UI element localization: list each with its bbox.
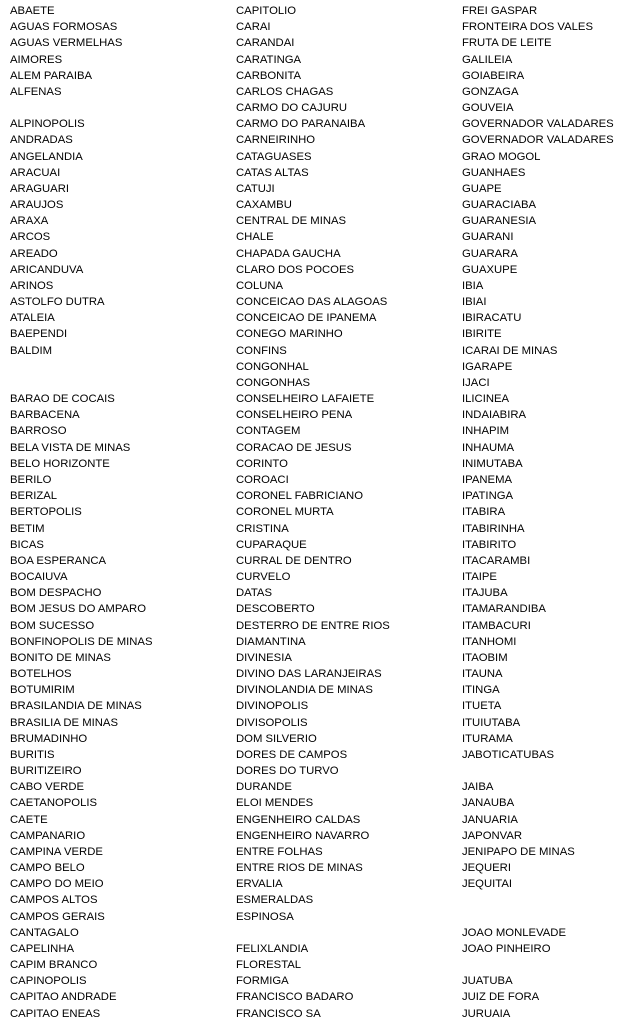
list-item: GOUVEIA bbox=[462, 102, 514, 115]
list-item: FRANCISCO BADARO bbox=[236, 991, 354, 1004]
list-item: IBIAI bbox=[462, 296, 487, 309]
list-item: IBIRITE bbox=[462, 328, 502, 341]
list-item: JOAO MONLEVADE bbox=[462, 926, 566, 939]
list-item: CABO VERDE bbox=[10, 781, 85, 794]
list-item: ENTRE RIOS DE MINAS bbox=[236, 862, 363, 875]
list-item: ANGELANDIA bbox=[10, 150, 83, 163]
list-item: ARINOS bbox=[10, 279, 54, 292]
list-item: IPATINGA bbox=[462, 490, 514, 503]
list-item: JAIBA bbox=[462, 781, 494, 794]
list-item: DIAMANTINA bbox=[236, 635, 306, 648]
list-item: CENTRAL DE MINAS bbox=[236, 215, 347, 228]
list-item: BOM JESUS DO AMPARO bbox=[10, 603, 147, 616]
list-item: FELIXLANDIA bbox=[236, 942, 309, 955]
list-item: ITAMBACURI bbox=[462, 619, 531, 632]
list-spacer bbox=[462, 957, 624, 973]
list-item: JUATUBA bbox=[462, 975, 513, 988]
list-item: CATAS ALTAS bbox=[236, 166, 309, 179]
list-item: CLARO DOS POCOES bbox=[236, 263, 355, 276]
list-item: BICAS bbox=[10, 538, 44, 551]
list-item: BALDIM bbox=[10, 344, 53, 357]
list-item: FRANCISCO SA bbox=[236, 1007, 321, 1020]
list-item: GUARANI bbox=[462, 231, 514, 244]
list-item: CARNEIRINHO bbox=[236, 134, 316, 147]
list-item: CAPITOLIO bbox=[236, 5, 297, 17]
list-item: FRONTEIRA DOS VALES bbox=[462, 21, 593, 34]
list-item: ITURAMA bbox=[462, 732, 513, 745]
list-item: CARBONITA bbox=[236, 69, 302, 82]
list-item: CAPELINHA bbox=[10, 942, 75, 955]
list-item: CONTAGEM bbox=[236, 425, 301, 438]
list-item: FREI GASPAR bbox=[462, 5, 538, 17]
list-item: DIVINOLANDIA DE MINAS bbox=[236, 684, 373, 697]
list-item: ELOI MENDES bbox=[236, 797, 314, 810]
list-item: BRUMADINHO bbox=[10, 732, 88, 745]
list-item: ITINGA bbox=[462, 684, 500, 697]
list-item: IPANEMA bbox=[462, 473, 513, 486]
list-item: ARACUAI bbox=[10, 166, 61, 179]
list-item: BOTUMIRIM bbox=[10, 684, 75, 697]
list-item: JABOTICATUBAS bbox=[462, 748, 555, 761]
list-item: ITABIRINHA bbox=[462, 522, 525, 535]
list-item: DOM SILVERIO bbox=[236, 732, 317, 745]
list-item: ITACARAMBI bbox=[462, 554, 531, 567]
list-item: ITABIRA bbox=[462, 506, 506, 519]
list-item: JAPONVAR bbox=[462, 829, 523, 842]
list-item: ALFENAS bbox=[10, 85, 62, 98]
list-item: ITAMARANDIBA bbox=[462, 603, 546, 616]
list-item: CONSELHEIRO LAFAIETE bbox=[236, 393, 375, 406]
list-item: DESCOBERTO bbox=[236, 603, 315, 616]
list-item: CAMPANARIO bbox=[10, 829, 86, 842]
list-item: ESPINOSA bbox=[236, 910, 294, 923]
list-item: CATUJI bbox=[236, 182, 275, 195]
column-3 bbox=[462, 3, 624, 1022]
list-item: CORINTO bbox=[236, 457, 288, 470]
list-item: IBIRACATU bbox=[462, 312, 522, 325]
list-item: BRASILANDIA DE MINAS bbox=[10, 700, 142, 713]
list-item: BOM SUCESSO bbox=[10, 619, 95, 632]
list-item: CRISTINA bbox=[236, 522, 289, 535]
list-item: CAETE bbox=[10, 813, 48, 826]
list-item: BETIM bbox=[10, 522, 45, 535]
list-item: BERILO bbox=[10, 473, 52, 486]
list-item: DESTERRO DE ENTRE RIOS bbox=[236, 619, 390, 632]
list-item: CATAGUASES bbox=[236, 150, 312, 163]
list-item: JANUARIA bbox=[462, 813, 518, 826]
list-item: CURVELO bbox=[236, 571, 291, 584]
column-1 bbox=[10, 3, 222, 1022]
list-item: DIVISOPOLIS bbox=[236, 716, 308, 729]
list-item: GUARARA bbox=[462, 247, 518, 260]
list-item: CUPARAQUE bbox=[236, 538, 307, 551]
list-item: ARCOS bbox=[10, 231, 51, 244]
list-item: CAMPINA VERDE bbox=[10, 845, 103, 858]
list-item: BERIZAL bbox=[10, 490, 58, 503]
list-item: ARAXA bbox=[10, 215, 49, 228]
list-spacer bbox=[462, 909, 624, 925]
list-item: ILICINEA bbox=[462, 393, 510, 406]
list-spacer bbox=[462, 763, 624, 779]
list-item: AREADO bbox=[10, 247, 58, 260]
list-item: DORES DE CAMPOS bbox=[236, 748, 348, 761]
list-spacer bbox=[10, 359, 222, 375]
list-item: ITABIRITO bbox=[462, 538, 517, 551]
list-item: ATALEIA bbox=[10, 312, 55, 325]
list-item: BONITO DE MINAS bbox=[10, 651, 111, 664]
list-item: CARMO DO CAJURU bbox=[236, 102, 348, 115]
list-item: BELO HORIZONTE bbox=[10, 457, 110, 470]
list-item: CONCEICAO DE IPANEMA bbox=[236, 312, 377, 325]
list-item: ITAIPE bbox=[462, 571, 497, 584]
list-item: CARLOS CHAGAS bbox=[236, 85, 334, 98]
list-item: CONGONHAL bbox=[236, 360, 309, 373]
list-item: BELA VISTA DE MINAS bbox=[10, 441, 131, 454]
list-item: INIMUTABA bbox=[462, 457, 523, 470]
list-item: JEQUITAI bbox=[462, 878, 513, 891]
list-item: CARANDAI bbox=[236, 37, 295, 50]
list-item: CAMPOS GERAIS bbox=[10, 910, 105, 923]
list-item: ITAOBIM bbox=[462, 651, 508, 664]
list-item: ASTOLFO DUTRA bbox=[10, 296, 105, 309]
list-item: CAXAMBU bbox=[236, 199, 292, 212]
list-item: BURITIS bbox=[10, 748, 55, 761]
list-item: ITUIUTABA bbox=[462, 716, 521, 729]
list-item: INHAPIM bbox=[462, 425, 510, 438]
list-item: FLORESTAL bbox=[236, 959, 302, 972]
list-item: CONSELHEIRO PENA bbox=[236, 409, 353, 422]
list-item: ITANHOMI bbox=[462, 635, 517, 648]
list-item: GUARANESIA bbox=[462, 215, 537, 228]
list-item: DIVINO DAS LARANJEIRAS bbox=[236, 668, 382, 681]
list-item: ABAETE bbox=[10, 5, 55, 17]
list-item: BARAO DE COCAIS bbox=[10, 393, 115, 406]
list-item: CAPITAO ENEAS bbox=[10, 1007, 101, 1020]
list-item: CAPIM BRANCO bbox=[10, 959, 98, 972]
list-item: CARAI bbox=[236, 21, 271, 34]
list-item: CORONEL FABRICIANO bbox=[236, 490, 364, 503]
list-item: CURRAL DE DENTRO bbox=[236, 554, 352, 567]
list-item: GRAO MOGOL bbox=[462, 150, 541, 163]
list-item: AIMORES bbox=[10, 53, 63, 66]
list-item: CARATINGA bbox=[236, 53, 302, 66]
list-item: BURITIZEIRO bbox=[10, 765, 82, 778]
list-item: JANAUBA bbox=[462, 797, 515, 810]
list-item: CARMO DO PARANAIBA bbox=[236, 118, 366, 131]
list-item: DATAS bbox=[236, 587, 272, 600]
list-item: GALILEIA bbox=[462, 53, 513, 66]
list-item: BOA ESPERANCA bbox=[10, 554, 107, 567]
list-item: DORES DO TURVO bbox=[236, 765, 339, 778]
list-item: CAMPOS ALTOS bbox=[10, 894, 98, 907]
list-item: CONGONHAS bbox=[236, 376, 311, 389]
list-item: DURANDE bbox=[236, 781, 292, 794]
list-item: JENIPAPO DE MINAS bbox=[462, 845, 575, 858]
list-spacer bbox=[236, 925, 454, 941]
list-item: BOM DESPACHO bbox=[10, 587, 102, 600]
list-item: ESMERALDAS bbox=[236, 894, 314, 907]
list-item: IGARAPE bbox=[462, 360, 513, 373]
list-item: ITAUNA bbox=[462, 668, 503, 681]
list-item: CHALE bbox=[236, 231, 274, 244]
list-item: GOVERNADOR VALADARES bbox=[462, 134, 614, 147]
list-item: CAMPO BELO bbox=[10, 862, 85, 875]
list-item: CAETANOPOLIS bbox=[10, 797, 98, 810]
list-item: ALPINOPOLIS bbox=[10, 118, 85, 131]
list-item: ICARAI DE MINAS bbox=[462, 344, 558, 357]
list-item: AGUAS FORMOSAS bbox=[10, 21, 118, 34]
list-item: ARICANDUVA bbox=[10, 263, 84, 276]
list-spacer bbox=[462, 892, 624, 908]
list-item: GUANHAES bbox=[462, 166, 526, 179]
list-item: BRASILIA DE MINAS bbox=[10, 716, 118, 729]
list-item: JOAO PINHEIRO bbox=[462, 942, 551, 955]
list-item: GOIABEIRA bbox=[462, 69, 525, 82]
list-item: IJACI bbox=[462, 376, 490, 389]
list-item: ANDRADAS bbox=[10, 134, 73, 147]
list-item: BOCAIUVA bbox=[10, 571, 68, 584]
list-spacer bbox=[10, 100, 222, 116]
list-item: DIVINESIA bbox=[236, 651, 292, 664]
list-item: GUAPE bbox=[462, 182, 502, 195]
list-item: CONFINS bbox=[236, 344, 287, 357]
list-item: FRUTA DE LEITE bbox=[462, 37, 552, 50]
list-item: ENGENHEIRO NAVARRO bbox=[236, 829, 370, 842]
list-item: FORMIGA bbox=[236, 975, 289, 988]
list-item: CORONEL MURTA bbox=[236, 506, 334, 519]
list-spacer bbox=[10, 375, 222, 391]
list-item: BARBACENA bbox=[10, 409, 80, 422]
list-item: GOVERNADOR VALADARES bbox=[462, 118, 614, 131]
list-item: ALEM PARAIBA bbox=[10, 69, 93, 82]
list-item: CONCEICAO DAS ALAGOAS bbox=[236, 296, 388, 309]
list-item: ARAUJOS bbox=[10, 199, 64, 212]
list-item: ARAGUARI bbox=[10, 182, 70, 195]
list-item: JUIZ DE FORA bbox=[462, 991, 540, 1004]
list-item: BOTELHOS bbox=[10, 668, 72, 681]
list-item: CORACAO DE JESUS bbox=[236, 441, 352, 454]
list-item: CANTAGALO bbox=[10, 926, 79, 939]
list-item: GUAXUPE bbox=[462, 263, 518, 276]
list-item: INHAUMA bbox=[462, 441, 515, 454]
list-item: AGUAS VERMELHAS bbox=[10, 37, 123, 50]
list-item: JEQUERI bbox=[462, 862, 511, 875]
list-item: CAMPO DO MEIO bbox=[10, 878, 104, 891]
list-item: BARROSO bbox=[10, 425, 67, 438]
list-item: ITAJUBA bbox=[462, 587, 508, 600]
list-item: ENTRE FOLHAS bbox=[236, 845, 323, 858]
list-item: JURUAIA bbox=[462, 1007, 511, 1020]
list-item: GUARACIABA bbox=[462, 199, 537, 212]
list-item: GONZAGA bbox=[462, 85, 519, 98]
list-item: COLUNA bbox=[236, 279, 284, 292]
list-item: BAEPENDI bbox=[10, 328, 68, 341]
list-item: IBIA bbox=[462, 279, 484, 292]
list-item: CHAPADA GAUCHA bbox=[236, 247, 341, 260]
list-item: ENGENHEIRO CALDAS bbox=[236, 813, 361, 826]
list-item: BERTOPOLIS bbox=[10, 506, 82, 519]
list-item: COROACI bbox=[236, 473, 289, 486]
list-item: BONFINOPOLIS DE MINAS bbox=[10, 635, 153, 648]
list-item: CAPITAO ANDRADE bbox=[10, 991, 117, 1004]
column-2 bbox=[236, 3, 454, 1022]
list-item: DIVINOPOLIS bbox=[236, 700, 309, 713]
list-item: ITUETA bbox=[462, 700, 502, 713]
list-item: INDAIABIRA bbox=[462, 409, 527, 422]
list-item: CAPINOPOLIS bbox=[10, 975, 87, 988]
list-item: CONEGO MARINHO bbox=[236, 328, 343, 341]
list-item: ERVALIA bbox=[236, 878, 283, 891]
